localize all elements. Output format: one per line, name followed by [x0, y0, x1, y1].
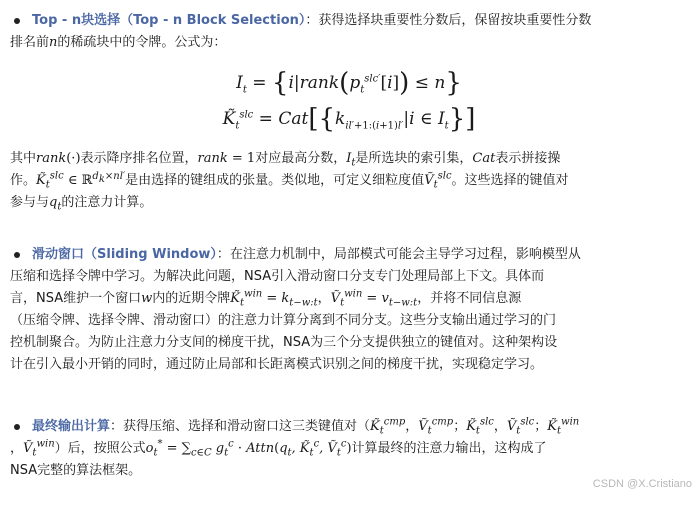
equation-2: $K̃_t^{slc} = Cat[\{k_{il'+1:(i+1)l'}|i$ ∈ $I_t$}]: [222, 104, 476, 134]
equation-1: $I_t$ = $\{i|rank(p_t^{slc'}[i]) \le n\}$: [236, 68, 462, 98]
bullet-dot: [14, 424, 20, 430]
section-final-output: 最终输出计算：获得压缩、选择和滑动窗口这三类键值对（$K̃_t^{cmp}$，Ṽ$_t^{cmp}$；$K̃_t^{slc}$，Ṽ$_t^{slc}$；$K̃_t^{win}$ ，Ṽ$_t^{win}$）后，按照公式$o_t^* = \sum_{c\in C}$ $g_t^c$ · $Attn(q_t$, $K̃_t^c$, Ṽ$_t^c$)计算最终的注意力输出，这构成了 NSA完整的算法框架。: [10, 416, 580, 478]
topn-paragraph: Top - n块选择（Top - n Block Selection）：获得选择块重要性分数后，保留按块重要性分数: [0, 10, 690, 32]
csdn-watermark: CSDN @X.Cristiano: [592, 478, 692, 490]
explain-paragraph: 其中rank(·)表示降序排名位置，rank = 1对应最高分数，$I_t$是所选块的索引集，Cat表示拼接操 作。$K̃_t^{slc}$ ∈ ℝ$^{d_k\times nl'}$是由选择的键组成的张量。类似地，可定义细粒度值Ṽ$_t^{slc}$。这些选择的键值对 参与与$q_t$的注意力计算。: [10, 151, 569, 213]
section-sliding-window: 滑动窗口（Sliding Window）：在注意力机制中，局部模式可能会主导学习过程，影响模型从 压缩和选择令牌中学习。为解决此问题，NSA引入滑动窗口分支专门处理局部上下文。具体而 言，NSA维护一个窗口w内的近期令牌$K̃_t^{win} = k_{t-w:t}$，Ṽ$_t^{win}$ = $v_{t-w:t}$，并将不同信息源 （压缩令牌、选择令牌、滑动窗口）的注意力计算分离到不同分支。这些分支输出通过学习的门 控机制聚合。为防止注意力分支间的梯度干扰，NSA为三个分支提供独立的键值对。这种架构设 计在引入最小开销的同时，通过防止局部和长距离模式识别之间的梯度干扰，实现稳定学习。: [10, 247, 581, 372]
section-topn: [0, 10, 690, 54]
topn-heading: Top - n块选择（Top - n Block Selection）: [32, 13, 306, 28]
bullet-dot: [14, 18, 20, 24]
topn-paragraph-line2: 排名前n的稀疏块中的令牌。公式为：: [10, 35, 227, 50]
sliding-heading: 滑动窗口（Sliding Window）: [32, 247, 217, 262]
bullet-dot: [14, 252, 20, 258]
final-heading: 最终输出计算: [32, 419, 111, 434]
